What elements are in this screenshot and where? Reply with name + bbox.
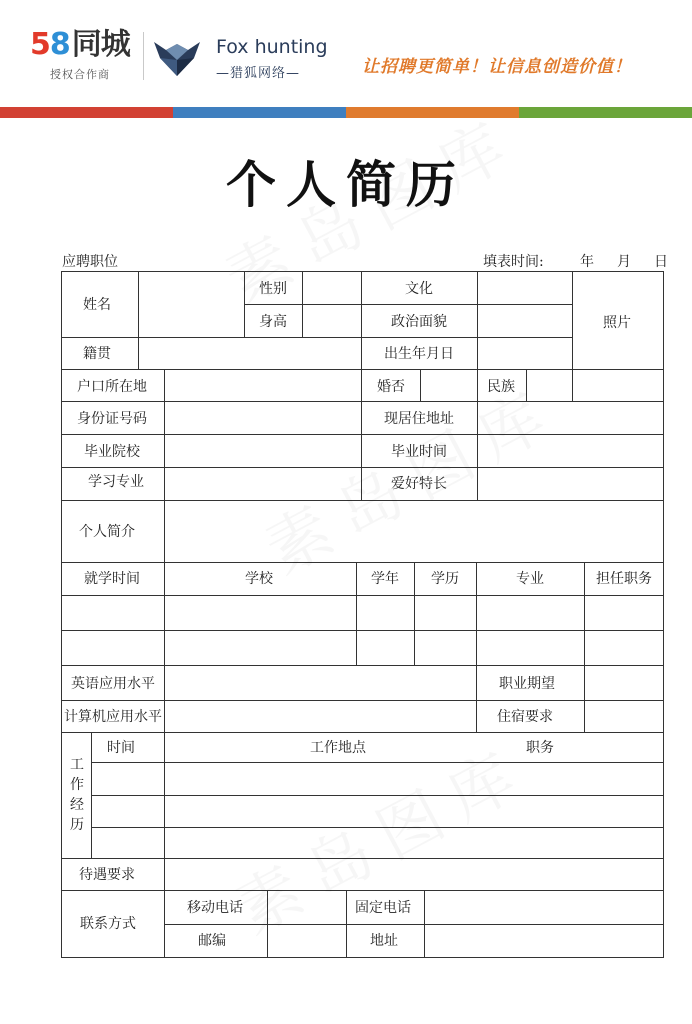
major-label: 学习专业 (88, 474, 144, 490)
logo-58-tongcheng: 58同城 (30, 27, 130, 62)
fox-hunting-subtitle: —猎狐网络— (216, 66, 301, 81)
edu-row-2-col-0[interactable] (62, 631, 164, 665)
job-expectation-label: 职业期望 (499, 676, 555, 692)
work-row-3-detail[interactable] (165, 828, 663, 858)
stripe-red (0, 107, 173, 118)
id-number-label: 身份证号码 (77, 411, 147, 427)
date-year: 年 (580, 254, 594, 270)
accommodation-label: 住宿要求 (497, 709, 553, 725)
edu-row-1-col-1[interactable] (165, 596, 356, 630)
slogan: 让招聘更简单！让信息创造价值！ (362, 57, 632, 77)
job-expectation-field[interactable] (585, 666, 663, 700)
photo-label: 照片 (603, 315, 631, 331)
gender-label: 性别 (259, 281, 287, 297)
table-rule (346, 890, 347, 958)
edu-row-2-col-5[interactable] (585, 631, 663, 665)
edu-header-5: 担任职务 (596, 571, 652, 587)
table-rule (164, 890, 165, 958)
political-status-field[interactable] (478, 305, 572, 337)
table-rule (361, 271, 362, 370)
work-header-time: 时间 (107, 740, 135, 756)
stripe-blue (173, 107, 346, 118)
edu-row-1-col-5[interactable] (585, 596, 663, 630)
english-level-field[interactable] (165, 666, 476, 700)
school-graduated-field[interactable] (165, 435, 361, 467)
graduation-time-label: 毕业时间 (391, 444, 447, 460)
work-experience-label: 工作经历 (70, 757, 84, 833)
profile-field[interactable] (165, 501, 663, 562)
marital-status-label: 婚否 (377, 379, 405, 395)
height-field[interactable] (303, 305, 361, 337)
name-field[interactable] (139, 272, 244, 337)
position-label: 应聘职位 (62, 254, 118, 270)
edu-header-4: 专业 (516, 571, 544, 587)
computer-level-field[interactable] (165, 701, 476, 732)
height-label: 身高 (259, 314, 287, 330)
mobile-label: 移动电话 (187, 900, 243, 916)
edu-header-0: 就学时间 (84, 571, 140, 587)
fox-diamond-icon (152, 38, 202, 78)
edu-header-1: 学校 (245, 571, 273, 587)
date-label: 填表时间: (483, 254, 544, 270)
edu-row-1-col-4[interactable] (477, 596, 584, 630)
logo-58-subtitle: 授权合作商 (50, 68, 110, 81)
gender-field[interactable] (303, 272, 361, 304)
work-row-2-time[interactable] (92, 796, 164, 827)
id-number-field[interactable] (165, 402, 361, 434)
table-rule (61, 732, 664, 733)
table-rule (361, 369, 362, 501)
edu-row-1-col-3[interactable] (415, 596, 476, 630)
native-place-field[interactable] (139, 338, 361, 369)
current-address-label: 现居住地址 (384, 411, 454, 427)
postcode-label: 邮编 (198, 933, 226, 949)
native-place-label: 籍贯 (83, 346, 111, 362)
header-divider (143, 32, 144, 80)
marital-status-field[interactable] (421, 370, 477, 401)
edu-row-2-col-1[interactable] (165, 631, 356, 665)
address-field[interactable] (425, 925, 663, 957)
edu-row-2-col-3[interactable] (415, 631, 476, 665)
work-row-2-detail[interactable] (165, 796, 663, 827)
table-rule (476, 665, 477, 733)
color-stripe (0, 107, 692, 118)
fox-hunting-title: Fox hunting (216, 36, 328, 58)
ethnicity-label: 民族 (487, 379, 515, 395)
accommodation-field[interactable] (585, 701, 663, 732)
photo-field[interactable] (573, 272, 663, 369)
work-header-position: 职务 (526, 740, 554, 756)
edu-row-1-col-0[interactable] (62, 596, 164, 630)
hobbies-field[interactable] (478, 468, 663, 500)
edu-header-2: 学年 (371, 571, 399, 587)
computer-level-label: 计算机应用水平 (64, 709, 162, 725)
hobbies-label: 爱好特长 (391, 476, 447, 492)
contact-label: 联系方式 (80, 916, 136, 932)
postcode-field[interactable] (268, 925, 346, 957)
landline-label: 固定电话 (355, 900, 411, 916)
stripe-green (519, 107, 692, 118)
mobile-field[interactable] (268, 891, 346, 924)
edu-row-2-col-4[interactable] (477, 631, 584, 665)
ethnicity-field[interactable] (527, 370, 663, 401)
school-graduated-label: 毕业院校 (84, 444, 140, 460)
current-address-field[interactable] (478, 402, 663, 434)
page-title: 个人简历 (226, 156, 466, 214)
date-day: 日 (654, 254, 668, 270)
household-location-field[interactable] (165, 370, 361, 401)
table-rule (244, 271, 245, 338)
salary-label: 待遇要求 (79, 867, 135, 883)
table-rule (61, 562, 664, 563)
table-rule (663, 271, 664, 958)
work-row-1-detail[interactable] (165, 763, 663, 795)
work-row-3-time[interactable] (92, 828, 164, 858)
english-level-label: 英语应用水平 (71, 676, 155, 692)
edu-row-1-col-2[interactable] (357, 596, 414, 630)
table-rule (61, 957, 664, 958)
culture-field[interactable] (478, 272, 572, 304)
date-month: 月 (617, 254, 631, 270)
culture-label: 文化 (405, 281, 433, 297)
household-location-label: 户口所在地 (77, 379, 147, 395)
edu-row-2-col-2[interactable] (357, 631, 414, 665)
address-label: 地址 (370, 933, 398, 949)
stripe-orange (346, 107, 519, 118)
edu-header-3: 学历 (431, 571, 459, 587)
graduation-time-field[interactable] (478, 435, 663, 467)
work-header-location: 工作地点 (310, 740, 366, 756)
salary-field[interactable] (165, 859, 663, 890)
major-field[interactable] (165, 468, 361, 500)
work-row-1-time[interactable] (92, 763, 164, 795)
name-label: 姓名 (83, 297, 111, 313)
profile-label: 个人简介 (79, 524, 135, 540)
birth-date-field[interactable] (478, 338, 572, 369)
landline-field[interactable] (425, 891, 663, 924)
political-status-label: 政治面貌 (391, 314, 447, 330)
birth-date-label: 出生年月日 (384, 346, 454, 362)
resume-form-table (61, 271, 663, 957)
